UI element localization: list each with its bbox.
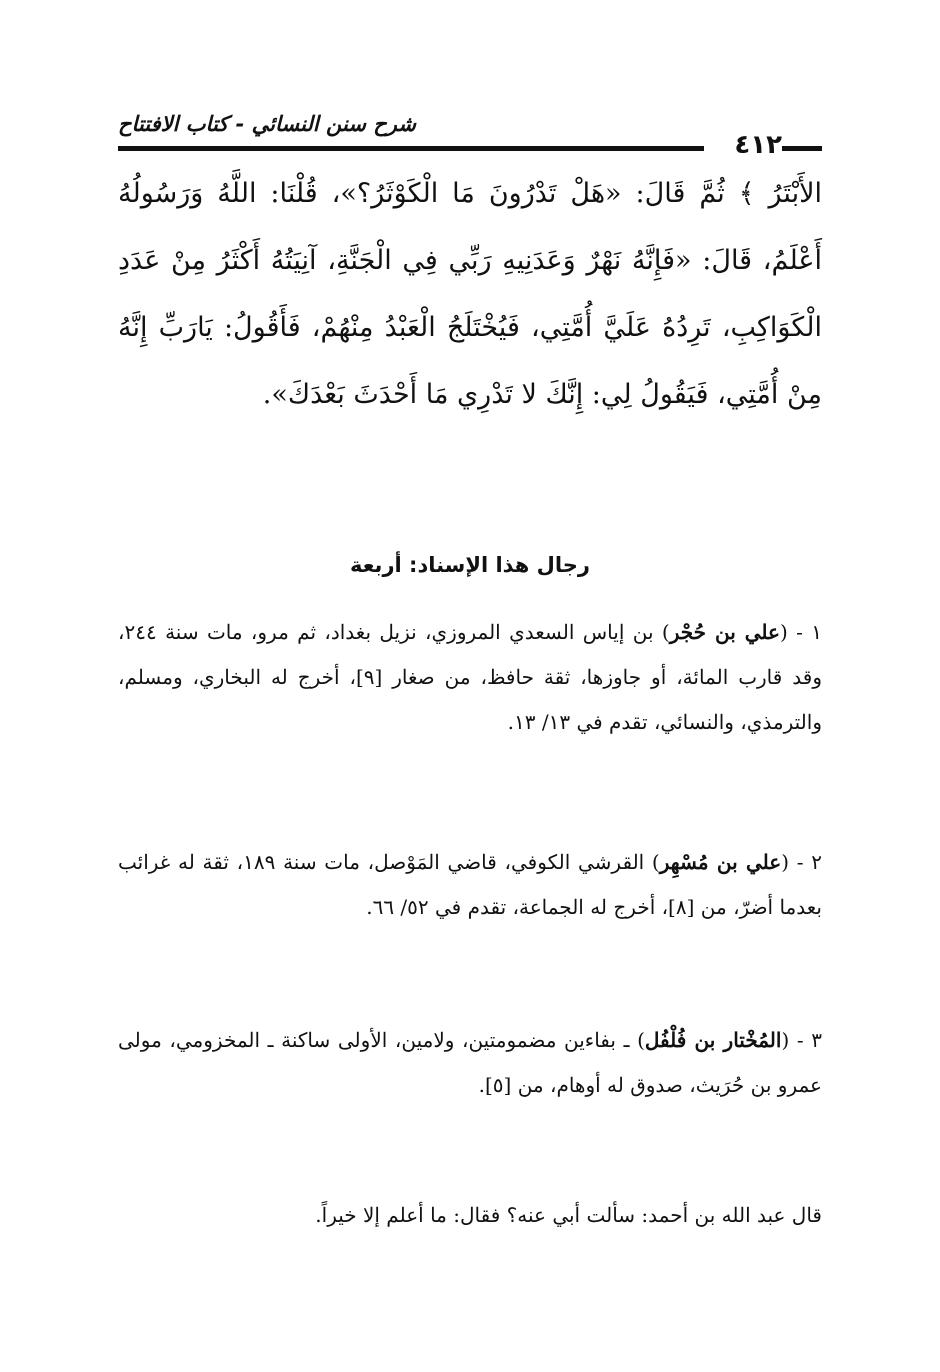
- narrator-number-prefix: ١ - (: [779, 620, 823, 644]
- narrator-number-prefix: ٣ - (: [781, 1028, 822, 1052]
- hadith-text: الأَبْتَرُ ﴾ ثُمَّ قَالَ: «هَلْ تَدْرُونَ مَا الْكَوْثَرُ؟»، قُلْنَا: اللَّهُ وَرَسُولُهُ أَعْلَمُ، قَالَ: «فَإِنَّهُ نَهْرٌ وَعَدَنِيهِ رَبِّي فِي الْجَنَّةِ، آنِيَتُهُ أَكْثَرُ مِنْ عَدَدِ الْكَوَاكِبِ، تَرِدُهُ عَلَيَّ أُمَّتِي، فَيُخْتَلَجُ الْعَبْدُ مِنْهُمْ، فَأَقُولُ: يَارَبِّ إِنَّهُ مِنْ أُمَّتِي، فَيَقُولُ لِي: إِنَّكَ لا تَدْرِي مَا أَحْدَثَ بَعْدَكَ».: [118, 178, 822, 410]
- narrator-name: علي بن حُجْر: [669, 620, 780, 644]
- header-rule: [118, 146, 704, 151]
- page-header: [118, 108, 822, 160]
- narrator-biography: ) القرشي الكوفي، قاضي المَوْصل، مات سنة ١٨٩، ثقة له غرائب بعدما أضرّ، من [٨]، أخرج له الجماعة، تقدم في ٥٢/ ٦٦.: [118, 850, 822, 919]
- narrator-entry-3: [118, 1018, 822, 1108]
- section-heading: رجال هذا الإسناد: أربعة: [349, 553, 591, 577]
- narrator-entry-2: [118, 840, 822, 930]
- narrator-biography: ) ـ بفاءين مضمومتين، ولامين، الأولى ساكنة ـ المخزومي، مولى عمرو بن حُرَيث، صدوق له أوهام، من [٥].: [118, 1028, 822, 1097]
- running-title: شرح سنن النسائي - كتاب الافتتاح: [118, 112, 416, 136]
- narrator-biography: ) بن إياس السعدي المروزي، نزيل بغداد، ثم مرو، مات سنة ٢٤٤، وقد قارب المائة، أو جاوزها، ثقة حافظ، من صغار [٩]، أخرج له البخاري، ومسلم، والترمذي، والنسائي، تقدم في ١٣/ ١٣.: [118, 620, 822, 734]
- narrator-entry-1: [118, 610, 822, 745]
- page-number: ٤١٢: [734, 130, 782, 160]
- narrator-number-prefix: ٢ - (: [781, 850, 822, 874]
- header-rule-short: [782, 146, 822, 151]
- closing-note: قال عبد الله بن أحمد: سألت أبي عنه؟ فقال: ما أعلم إلا خيراً.: [315, 1203, 822, 1227]
- narrator-name: المُخْتار بن فُلْفُل: [644, 1028, 782, 1052]
- narrator-name: علي بن مُسْهِر: [659, 850, 782, 874]
